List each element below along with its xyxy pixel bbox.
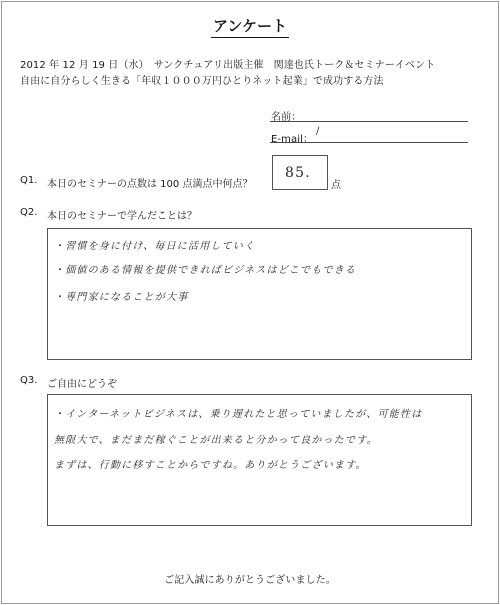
- q3-answer-line: 無限大で、まだまだ稼ぐことが出来ると分かって良かったです。: [54, 435, 378, 446]
- q3-question: ご自由にどうぞ: [47, 379, 117, 390]
- email-label: E-mail：: [271, 134, 314, 145]
- q2-number: Q2.: [20, 207, 38, 218]
- page-title: アンケート: [0, 15, 500, 38]
- email-value: /: [316, 126, 321, 137]
- q1-number: Q1.: [20, 175, 38, 186]
- q1-score-box: [272, 155, 328, 190]
- q3-answer-line: ・インターネットビジネスは、乗り遅れたと思っていましたが、可能性は: [54, 409, 423, 420]
- email-underline: [270, 142, 468, 143]
- name-underline: [270, 121, 468, 122]
- q2-answer-line: ・習慣を身に付け、毎日に活用していく: [54, 241, 256, 252]
- event-info-line-1: 2012 年 12 月 19 日（水） サンクチュアリ出版主催 関達也氏トーク＆セミナーイベント: [20, 60, 436, 71]
- q3-answer-line: まずは、行動に移すことからですね。ありがとうございます。: [54, 460, 367, 471]
- q1-score-value: 85.: [285, 165, 311, 181]
- name-label: 名前：: [271, 112, 302, 123]
- q2-answer-line: ・専門家になることが大事: [54, 292, 189, 303]
- q3-number: Q3.: [20, 375, 38, 386]
- q3-answer-box: [47, 394, 472, 526]
- q2-question: 本日のセミナーで学んだことは？: [47, 211, 197, 222]
- event-info-line-2: 自由に自分らしく生きる「年収１０００万円ひとりネット起業」で成功する方法: [20, 76, 384, 87]
- q2-answer-box: [47, 228, 472, 360]
- q2-answer-line: ・価値のある情報を提供できればビジネスはどこでもできる: [54, 265, 357, 276]
- thank-you-footer: ご記入誠にありがとうございました。: [164, 575, 336, 586]
- q1-question: 本日のセミナーの点数は 100 点満点中何点？: [47, 179, 253, 190]
- q1-unit: 点: [331, 180, 341, 191]
